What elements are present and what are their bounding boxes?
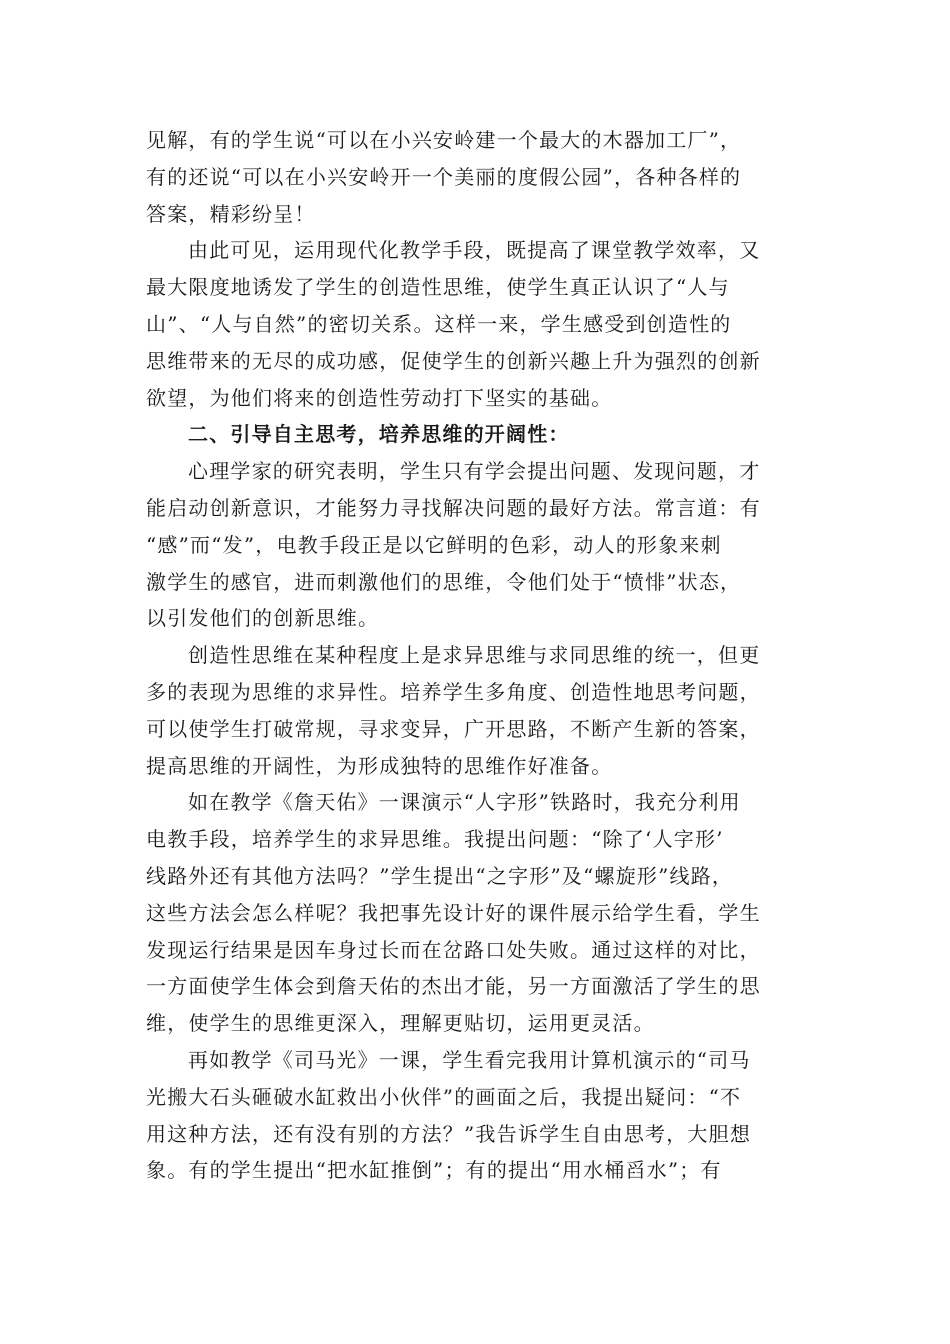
text-line: 电教手段，培养学生的求异思维。我提出问题：“除了‘人字形’: [146, 827, 724, 852]
text-line: 有的还说“可以在小兴安岭开一个美丽的度假公园”，各种各样的: [146, 164, 742, 189]
text-line: 一方面使学生体会到詹天佑的杰出才能，另一方面激活了学生的思: [146, 974, 761, 999]
text-line: 提高思维的开阔性，为形成独特的思维作好准备。: [146, 753, 613, 778]
text-line: 以引发他们的创新思维。: [146, 606, 380, 631]
text-line: 最大限度地诱发了学生的创造性思维，使学生真正认识了“人与: [146, 275, 730, 300]
text-line: 多的表现为思维的求异性。培养学生多角度、创造性地思考问题，: [146, 679, 761, 704]
text-line: 激学生的感官，进而刺激他们的思维，令他们处于“愤悱”状态，: [146, 569, 742, 594]
paragraph-first-line: 由此可见，运用现代化教学手段，既提高了课堂教学效率，又: [188, 238, 761, 263]
text-line: 答案，精彩纷呈！: [146, 201, 316, 226]
text-line: “感”而“发”，电教手段正是以它鲜明的色彩，动人的形象来刺: [146, 532, 722, 557]
text-line: 光搬大石头砸破水缸救出小伙伴”的画面之后，我提出疑问：“不: [146, 1084, 742, 1109]
text-line: 思维带来的无尽的成功感，促使学生的创新兴趣上升为强烈的创新: [146, 348, 761, 373]
paragraph-first-line: 心理学家的研究表明，学生只有学会提出问题、发现问题，才: [188, 459, 761, 484]
paragraph-first-line: 如在教学《詹天佑》一课演示“人字形”铁路时，我充分利用: [188, 790, 741, 815]
text-line: 发现运行结果是因车身过长而在岔路口处失败。通过这样的对比，: [146, 937, 761, 962]
paragraph-first-line: 创造性思维在某种程度上是求异思维与求同思维的统一，但更: [188, 643, 761, 668]
body-text: [146, 122, 812, 1189]
text-line: 用这种方法，还有没有别的方法？”我告诉学生自由思考，大胆想: [146, 1121, 752, 1146]
text-line: 这些方法会怎么样呢？我把事先设计好的课件展示给学生看，学生: [146, 900, 761, 925]
text-line: 欲望，为他们将来的创造性劳动打下坚实的基础。: [146, 385, 613, 410]
text-line: 见解，有的学生说“可以在小兴安岭建一个最大的木器加工厂”，: [146, 128, 742, 152]
text-line: 线路外还有其他方法吗？”学生提出“之字形”及“螺旋形”线路，: [146, 863, 734, 888]
text-line: 能启动创新意识，才能努力寻找解决问题的最好方法。常言道：有: [146, 495, 761, 520]
text-line: 象。有的学生提出“把水缸推倒”；有的提出“用水桶舀水”；有: [146, 1158, 722, 1183]
text-line: 维，使学生的思维更深入，理解更贴切，运用更灵活。: [146, 1011, 655, 1036]
paragraph-first-line: 再如教学《司马光》一课，学生看完我用计算机演示的“司马: [188, 1047, 751, 1072]
section-heading: 二、引导自主思考，培养思维的开阔性：: [188, 422, 570, 447]
text-line: 山”、“人与自然”的密切关系。这样一来，学生感受到创造性的: [146, 311, 732, 336]
text-line: 可以使学生打破常规，寻求变异，广开思路，不断产生新的答案，: [146, 716, 761, 741]
